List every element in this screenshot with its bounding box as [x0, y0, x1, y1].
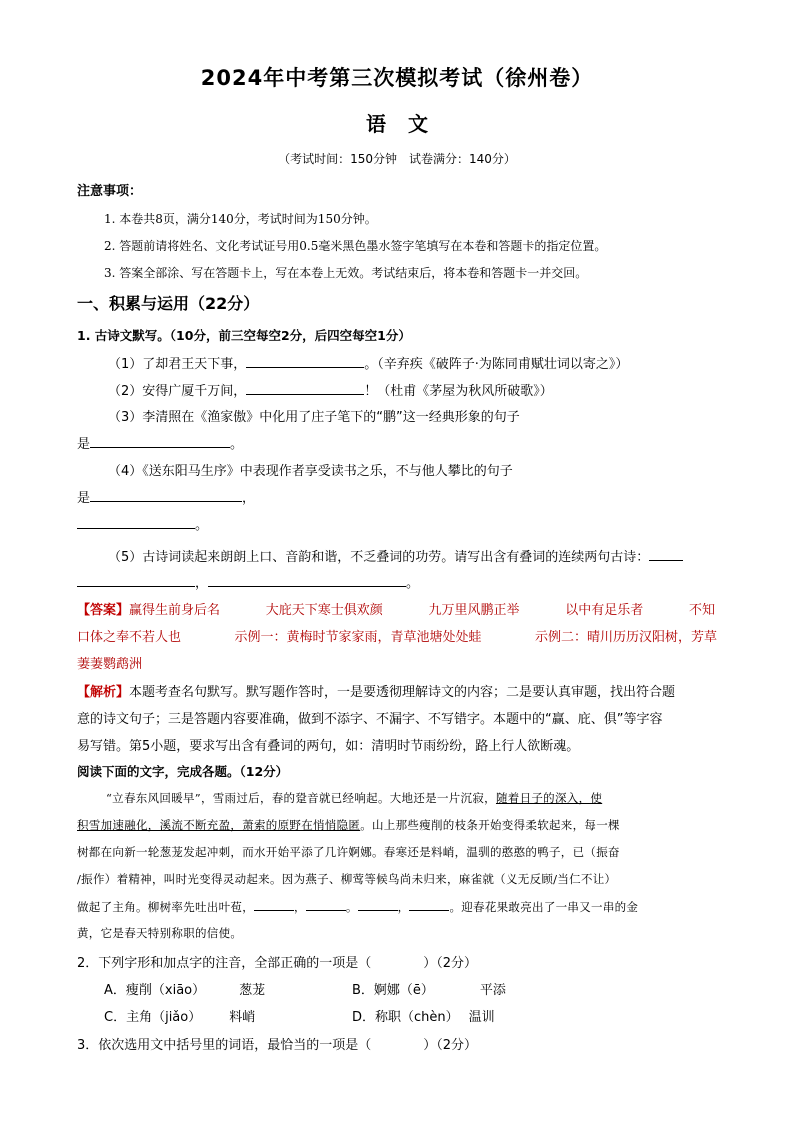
passage-separator: ，	[397, 900, 410, 914]
q1-item-5-comma: ，	[195, 576, 209, 591]
reading-heading: 阅读下面的文字，完成各题。（12分）	[77, 764, 289, 779]
q1-item-1-prompt: （1）了却君王天下事，	[108, 357, 247, 372]
q2-option-c-word: C．主角（jiǎo）	[104, 1010, 202, 1025]
answer-item: 不知	[688, 603, 715, 618]
q1-item-2-prompt: （2）安得广厦千万间，	[108, 384, 247, 399]
notice-heading: 注意事项：	[77, 184, 143, 199]
answer-line-2	[77, 626, 717, 645]
answer-item: 大庇天下寒士俱欢颜	[265, 603, 383, 618]
answer-item: 以中有足乐者	[565, 603, 644, 618]
exam-title: 2024年中考第三次模拟考试（徐州卷）	[200, 66, 594, 90]
q1-item-4-end: 。	[195, 518, 209, 533]
q1-item-3-lead: 是	[77, 437, 91, 452]
answer-label: 【答案】	[77, 603, 130, 618]
answer-item: 示例二：晴川历历汉阳树，芳草	[534, 630, 717, 645]
passage-comma: ，	[294, 900, 306, 914]
q1-item-2	[108, 380, 553, 399]
answer-line-1	[77, 599, 715, 618]
q2-option-d[interactable]	[352, 1006, 495, 1025]
q2-option-b-word: B．婀娜（ē）	[352, 983, 434, 998]
passage-period: 。	[345, 900, 358, 914]
answer-blank[interactable]	[254, 898, 294, 911]
answer-item: 九万里风鹏正举	[428, 603, 520, 618]
answer-blank[interactable]	[90, 489, 242, 502]
q1-item-5-answer	[77, 572, 419, 591]
passage-line-6: 黄，它是春天特别称职的信使。	[77, 926, 243, 940]
q1-item-4-answer	[77, 487, 255, 506]
passage-line-3: 树都在向新一轮葱茏发起冲刺，而水开始平添了几许婀娜。春寒还是料峭，温驯的憨憨的鸭子，已（振奋	[77, 845, 620, 859]
passage-underlined-sentence: 积雪加速融化，溪流不断充盈，萧索的原野在悄悄隐匿	[77, 818, 361, 832]
q1-item-4-lead: 是	[77, 491, 91, 506]
section-heading: 一、积累与运用（22分）	[77, 294, 260, 313]
q2-option-b[interactable]	[352, 979, 506, 998]
q1-item-1	[108, 353, 628, 372]
q1-item-4-answer-2	[77, 514, 208, 533]
analysis-label: 【解析】	[77, 685, 130, 700]
q2-stem: 2．下列字形和加点字的注音，全部正确的一项是（ ）（2分）	[77, 956, 478, 971]
analysis-text: 本题考查名句默写。默写题作答时，一是要透彻理解诗文的内容；二是要认真审题，找出符合题	[129, 685, 676, 700]
analysis-line-1	[77, 681, 675, 700]
notice-item-2: 2. 答题前请将姓名、文化考试证号用0.5毫米黑色墨水签字笔填写在本卷和答题卡的指定位置。	[104, 239, 607, 253]
q2-option-c-word2: 料峭	[229, 1010, 256, 1025]
q1-item-1-source: 。（辛弃疾《破阵子·为陈同甫赋壮词以寄之》）	[364, 357, 629, 372]
subject-title: 语文	[366, 112, 450, 136]
q3-stem: 3．依次选用文中括号里的词语，最恰当的一项是（ ）（2分）	[77, 1038, 478, 1053]
answer-blank[interactable]	[358, 898, 398, 911]
answer-blank[interactable]	[208, 574, 406, 587]
q1-item-3: （3）李清照在《渔家傲》中化用了庄子笔下的“鹏”这一经典形象的句子	[108, 410, 520, 425]
exam-meta: （考试时间：150分钟 试卷满分：140分）	[278, 152, 516, 166]
passage-line-1	[106, 790, 602, 806]
q1-item-4-comma: ，	[242, 491, 256, 506]
q2-option-a-word: A．瘦削（xiāo）	[104, 983, 206, 998]
answer-blank[interactable]	[77, 574, 195, 587]
passage-line-5	[77, 898, 638, 915]
notice-item-3: 3. 答案全部涂、写在答题卡上，写在本卷上无效。考试结束后，将本卷和答题卡一并交回。	[104, 266, 588, 280]
analysis-line-3: 易写错。第5小题，要求写出含有叠词的两句，如：清明时节雨纷纷，路上行人欲断魂。	[77, 739, 580, 754]
q2-option-a-word2: 葱茏	[239, 983, 266, 998]
q1-item-3-answer	[77, 433, 243, 452]
passage-text: 。山上那些瘦削的枝条开始变得柔软起来，每一棵	[360, 818, 620, 832]
q2-option-b-word2: 平添	[479, 983, 506, 998]
q2-option-d-word2: 温训	[468, 1010, 495, 1025]
q2-option-c[interactable]	[104, 1006, 255, 1025]
passage-text: 。迎春花果敢亮出了一串又一串的金	[449, 900, 639, 914]
answer-blank[interactable]	[246, 355, 364, 368]
analysis-line-2: 意的诗文句子；三是答题内容要准确，做到不添字、不漏字、不写错字。本题中的“赢、庇、俱”等字容	[77, 712, 663, 727]
q1-item-3-end: 。	[230, 437, 244, 452]
q1-item-2-source: ！（杜甫《茅屋为秋风所破歌》）	[364, 384, 553, 399]
answer-blank[interactable]	[246, 382, 364, 395]
notice-item-1: 1. 本卷共8页，满分140分，考试时间为150分钟。	[104, 212, 377, 226]
answer-item: 示例一：黄梅时节家家雨，青草池塘处处蛙	[234, 630, 482, 645]
answer-blank[interactable]	[649, 548, 683, 561]
passage-line-2	[77, 817, 620, 833]
q1-item-5-prompt: （5）古诗词读起来朗朗上口、音韵和谐，不乏叠词的功劳。请写出含有叠词的连续两句古诗：	[108, 550, 650, 565]
q1-stem: 1. 古诗文默写。（10分，前三空每空2分，后四空每空1分）	[77, 328, 411, 343]
q1-item-5-end: 。	[406, 576, 420, 591]
passage-underlined-sentence: 随着日子的深入，使	[495, 791, 603, 805]
q1-item-4: （4）《送东阳马生序》中表现作者享受读书之乐，不与他人攀比的句子	[108, 464, 513, 479]
answer-line-3: 萋萋鹦鹉洲	[77, 657, 143, 672]
answer-item: 口体之奉不若人也	[77, 630, 182, 645]
passage-text: 做起了主角。柳树率先吐出叶苞，	[77, 900, 254, 914]
q2-option-d-word: D．称职（chèn）	[352, 1010, 459, 1025]
q2-option-a[interactable]	[104, 979, 265, 998]
answer-item: 赢得生前身后名	[129, 603, 221, 618]
answer-blank[interactable]	[306, 898, 346, 911]
answer-blank[interactable]	[409, 898, 449, 911]
passage-text: “立春东风回暖早”，雪雨过后，春的跫音就已经响起。大地还是一片沉寂，	[106, 791, 496, 805]
passage-line-4: /振作）着精神，叫时光变得灵动起来。因为燕子、柳莺等候鸟尚未归来，麻雀就（义无反顾/当仁不让）	[77, 872, 617, 886]
answer-blank[interactable]	[90, 435, 230, 448]
q1-item-5	[108, 546, 683, 565]
answer-blank[interactable]	[77, 516, 195, 529]
